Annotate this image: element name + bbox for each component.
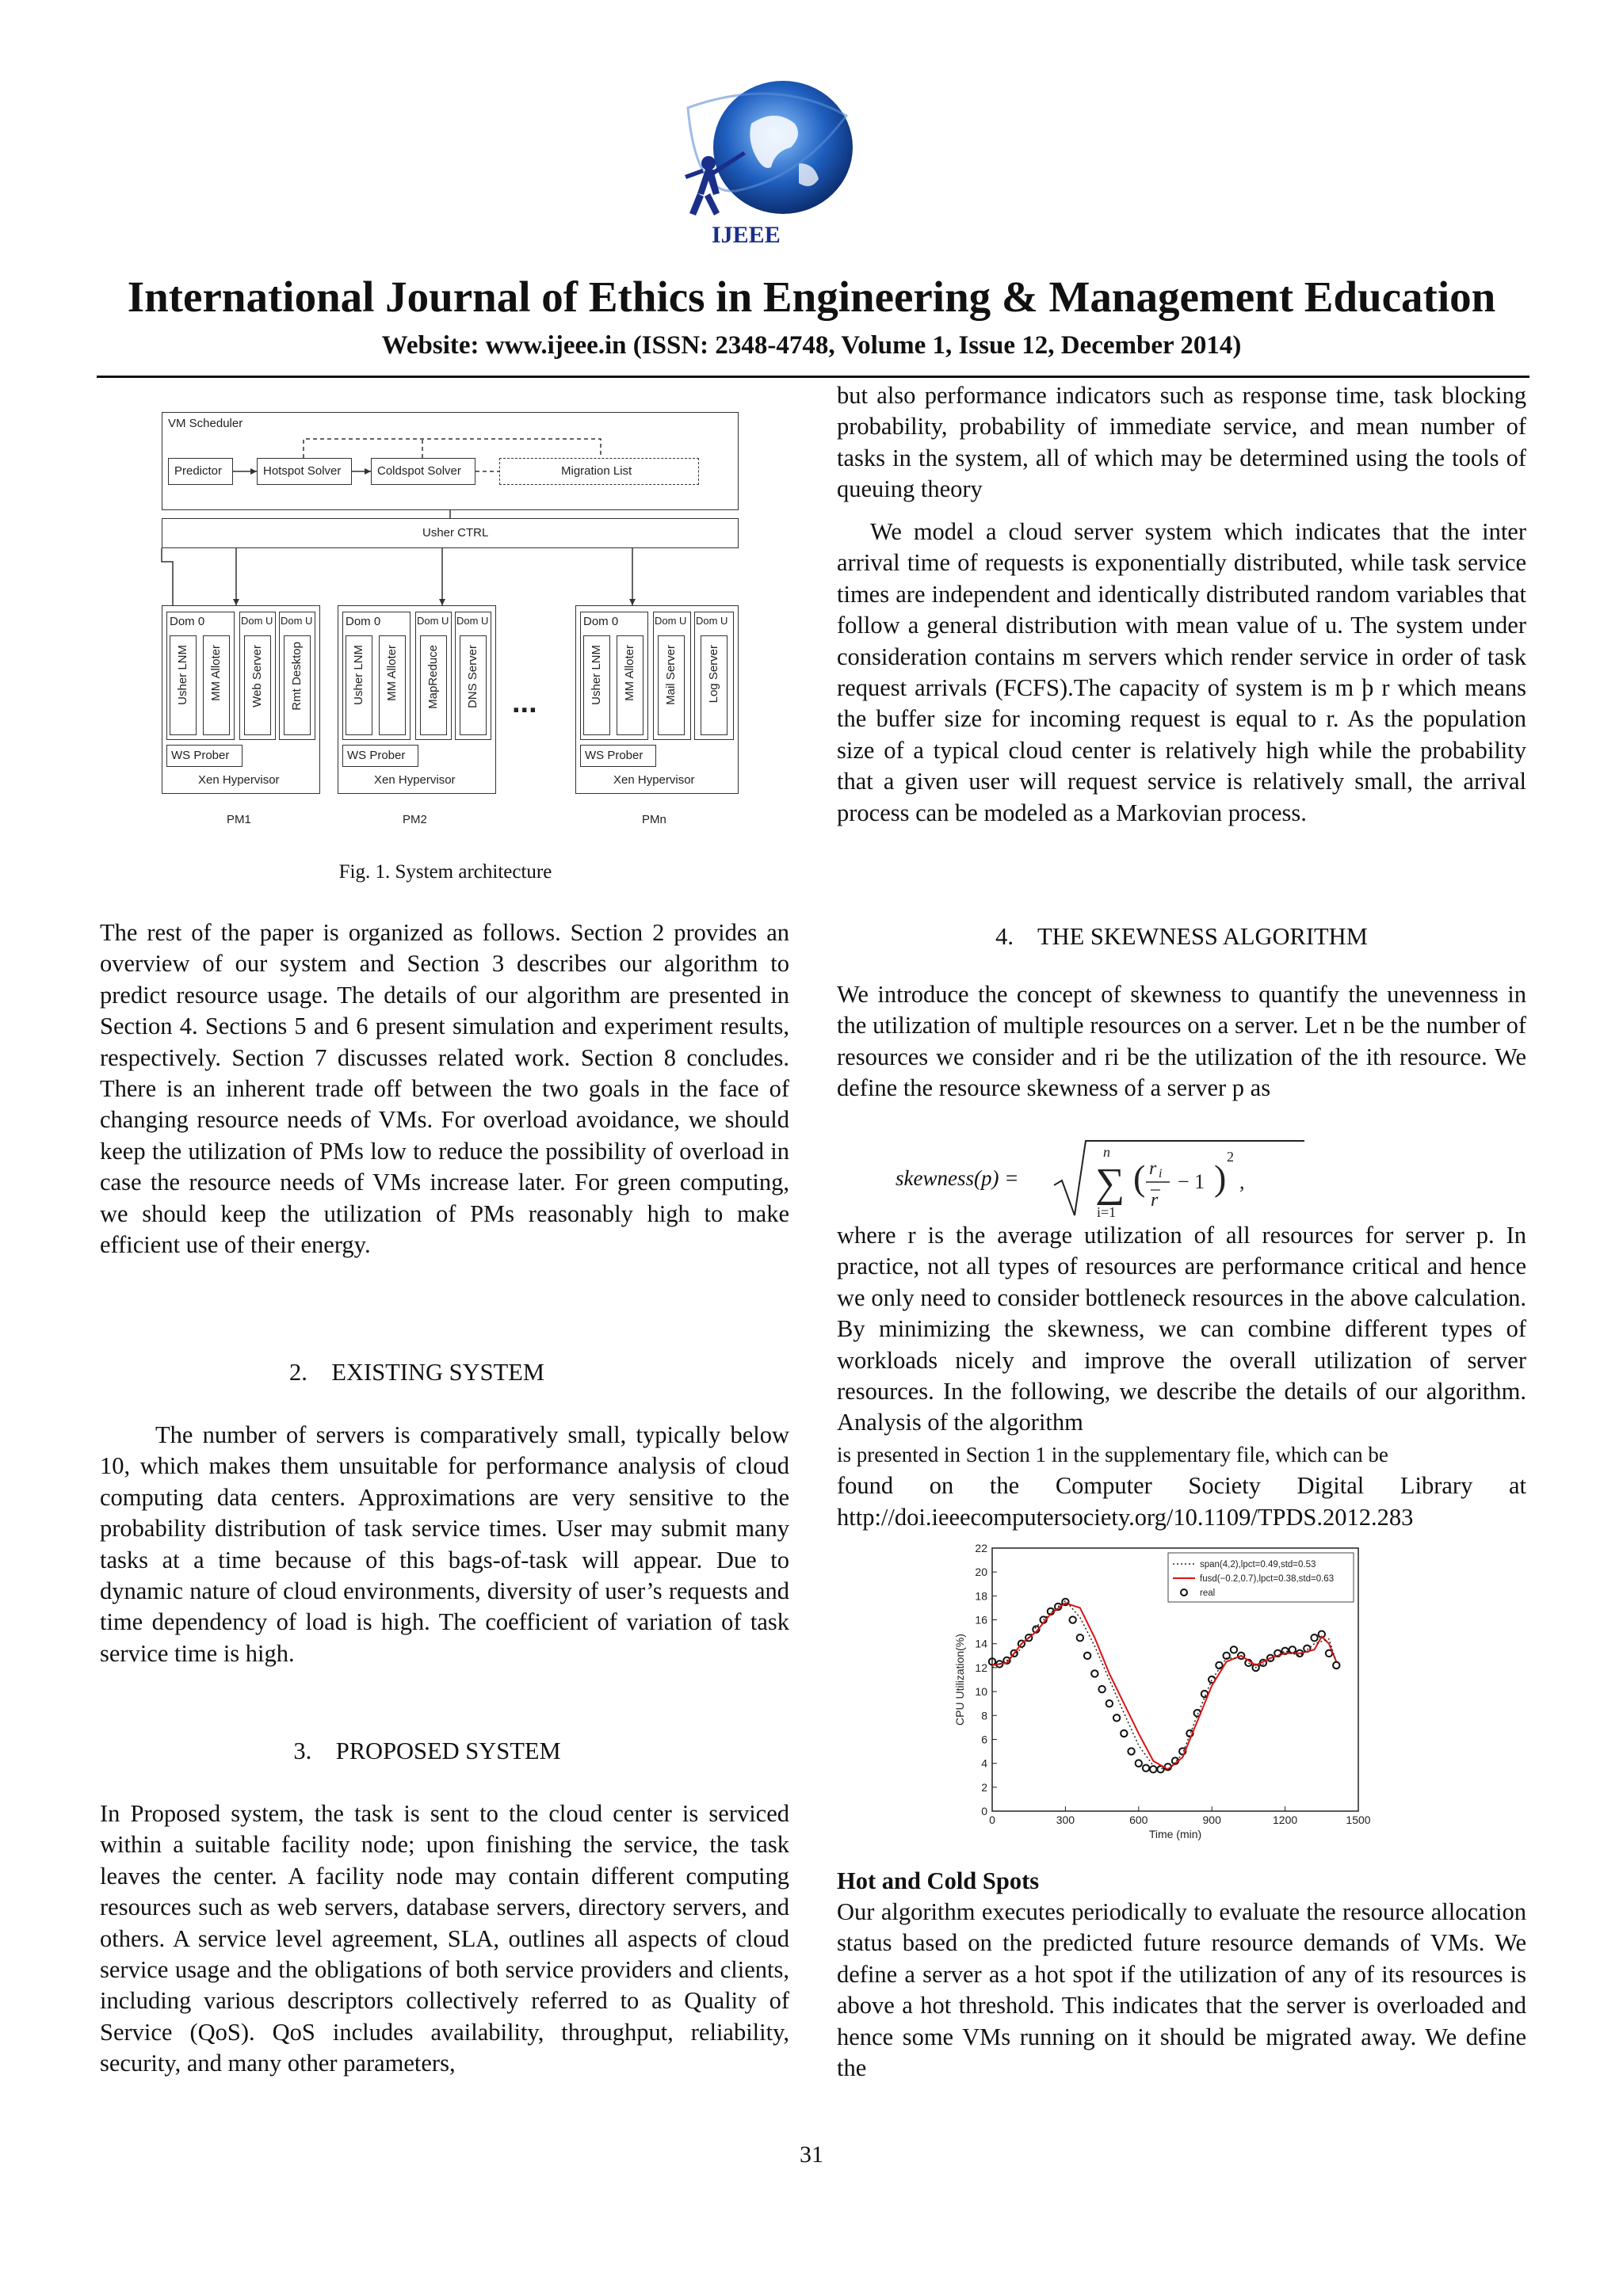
coldspot-solver-label: Coldspot Solver (377, 464, 461, 478)
y-tick-label: 8 (981, 1709, 987, 1722)
pm2-label: PM2 (403, 813, 427, 826)
pm2-domu-2-label: Dom U (456, 615, 489, 627)
y-tick-label: 18 (975, 1589, 987, 1603)
legend-label: real (1200, 1589, 1216, 1598)
pmn-mm-alloter-label: MM Alloter (623, 645, 636, 701)
pm2-mapreduce-label: MapReduce (426, 645, 440, 709)
section-3-paragraph: In Proposed system, the task is sent to the cloud center is serviced within a suitable facility node; upon finishing the service, the task leaves the center. A facility node may contain different computing resources such as web servers, database servers, directory servers, and others. A service level agreement, SLA, outlines all aspects of cloud service usage and the obligations of both service providers and clients, including various descriptors collectively referred to as Quality of Service (QoS). QoS includes availability, throughput, reliability, security, and many other parameters, (100, 1800, 789, 2077)
continued-paragraph: but also performance indicators such as response time, task blocking probability, probability of immediate service, and mean number of tasks in the system, all of which may be determined using the tools of queuing theory (837, 382, 1526, 503)
svg-text:r: r (1151, 1190, 1159, 1211)
hot-cold-heading: Hot and Cold Spots (837, 1867, 1040, 1894)
hotspot-solver-label: Hotspot Solver (263, 464, 342, 478)
skewness-formula (896, 1136, 1308, 1223)
section-4-paragraph: We introduce the concept of skewness to quantify the unevenness in the utilization of multiple resources on a server. Let n be the number of resources we consider and ri be the utilization of the ith resource. We define the resource skewness of a server p as (837, 981, 1526, 1102)
x-tick-label: 300 (1056, 1814, 1075, 1826)
pmn-ws-prober-label: WS Prober (585, 749, 643, 762)
svg-text:(: ( (1133, 1158, 1146, 1198)
pmn-mail-server-label: Mail Server (664, 645, 678, 705)
svg-text:n: n (1103, 1144, 1110, 1160)
pm1-domu-2-label: Dom U (281, 615, 313, 627)
section-2-paragraph: The number of servers is comparatively small, typically below 10, which makes them unsuitable for performance analysis of cloud computing data centers. Approximations are very sensitive to the probability distribution of task service times. User may submit many tasks at a time because of this bags-of-task will appear. Due to dynamic nature of cloud environments, diversity of user’s requests and time dependency of load is high. The coefficient of variation of task service time is high. (100, 1421, 789, 1667)
svg-text:r: r (1149, 1158, 1157, 1179)
pm1-domu-1-label: Dom U (241, 615, 273, 627)
hot-cold-paragraph: Our algorithm executes periodically to evaluate the resource allocation status based on the predicted future resource demands of VMs. We define a server as a hot spot if the utilization of any of its resources is above a hot threshold. This indicates that the server is overloaded and hence some VMs running on it should be migrated away. We define the (837, 1898, 1526, 2082)
pm-ellipsis: ... (512, 686, 537, 719)
section-4-heading: 4. THE SKEWNESS ALGORITHM (995, 923, 1368, 950)
vm-scheduler-label: VM Scheduler (168, 417, 243, 430)
journal-meta: Website: www.ijeee.in (ISSN: 2348-4748, Volume 1, Issue 12, December 2014) (381, 331, 1242, 360)
chart-svg (940, 1542, 1384, 1860)
pm2-domu-1-label: Dom U (417, 615, 449, 627)
logo-text: IJEEE (712, 222, 781, 248)
pm2-mm-alloter-label: MM Alloter (385, 645, 399, 701)
migration-list-label: Migration List (561, 464, 632, 478)
svg-text:∑: ∑ (1095, 1161, 1125, 1206)
figure-1-caption: Fig. 1. System architecture (338, 861, 552, 883)
y-axis-label: CPU Utilization(%) (953, 1634, 966, 1726)
pmn-domu-1-label: Dom U (655, 615, 687, 627)
intro-paragraph: The rest of the paper is organized as follows. Section 2 provides an overview of our system and Section 3 describes our algorithm to predict resource usage. The details of our algorithm are presented in Section 4. Sections 5 and 6 present simulation and experiment results, respectively. Section 7 discusses related work. Section 8 concludes. There is an inherent trade off between the two goals in the face of changing resource needs of VMs. For overload avoidance, we should keep the utilization of PMs low to reduce the possibility of overload in case the resource needs of VMs increase later. For green computing, we should keep the utilization of PMs reasonably high to make efficient use of their energy. (100, 919, 789, 1259)
y-tick-label: 16 (975, 1613, 987, 1627)
pm2-dom0-label: Dom 0 (346, 615, 381, 628)
section-2-heading: 2. EXISTING SYSTEM (289, 1359, 544, 1386)
pmn-hypervisor-label: Xen Hypervisor (613, 773, 695, 787)
found-line: found on the Computer Society Digital Library at (837, 1472, 1526, 1499)
cpu-utilization-chart (940, 1542, 1384, 1860)
legend-label: fusd(−0.2,0.7),lpct=0.38,std=0.63 (1200, 1574, 1335, 1584)
pmn-label: PMn (642, 813, 666, 826)
section-3-heading: 3. PROPOSED SYSTEM (293, 1737, 561, 1764)
x-axis-label: Time (min) (1148, 1828, 1202, 1840)
supplementary-line: is presented in Section 1 in the supplementary file, which can be (837, 1443, 1388, 1466)
usher-ctrl-label: Usher CTRL (422, 526, 489, 540)
pm2-hypervisor-label: Xen Hypervisor (374, 773, 456, 787)
pm1-usher-lnm-label: Usher LNM (176, 645, 189, 705)
svg-text:2: 2 (1227, 1149, 1234, 1165)
pm2-dns-server-label: DNS Server (466, 645, 479, 709)
after-formula-paragraph: where r is the average utilization of all resources for server p. In practice, not all types of resources are performance critical and hence we only need to consider bottleneck resources in the above calculation. By minimizing the skewness, we can combine different types of workloads nicely and improve the overall utilization of server resources. In the following, we describe the details of our algorithm. Analysis of the algorithm (837, 1222, 1526, 1436)
y-tick-label: 12 (975, 1661, 987, 1674)
y-tick-label: 4 (981, 1756, 987, 1770)
journal-logo (664, 76, 870, 250)
pm2-ws-prober-label: WS Prober (347, 749, 406, 762)
page-number: 31 (800, 2142, 823, 2168)
svg-text:− 1: − 1 (1178, 1170, 1205, 1193)
pm2-usher-lnm-label: Usher LNM (352, 645, 365, 705)
y-tick-label: 22 (975, 1542, 987, 1554)
x-tick-label: 600 (1129, 1814, 1148, 1826)
model-paragraph: We model a cloud server system which indicates that the inter arrival time of requests is exponentially distributed, while task service times are independent and identically distributed random variables that follow a general distribution with mean value of u. The system under consideration contains m servers which render service in order of task request arrivals (FCFS).The capacity of system is m þ r which means the buffer size for incoming request is equal to r. As the population size of a typical cloud center is relatively high while the probability that a given user will request service is relatively small, the arrival process can be modeled as a Markovian process. (837, 518, 1526, 826)
pm1-rmt-desktop-label: Rmt Desktop (290, 642, 304, 711)
pm1-mm-alloter-label: MM Alloter (209, 645, 223, 701)
y-tick-label: 6 (981, 1733, 987, 1746)
svg-text:): ) (1214, 1158, 1227, 1198)
figure-1-architecture-diagram (157, 407, 743, 835)
x-tick-label: 1200 (1273, 1814, 1298, 1826)
x-tick-label: 0 (989, 1814, 995, 1826)
y-tick-label: 2 (981, 1780, 987, 1794)
pm1-web-server-label: Web Server (250, 645, 264, 707)
formula-lhs: skewness(p) = (896, 1166, 1019, 1190)
pmn-dom0-label: Dom 0 (583, 615, 619, 628)
pmn-log-server-label: Log Server (707, 645, 720, 704)
journal-title: International Journal of Ethics in Engineering & Management Education (127, 273, 1496, 321)
svg-text:,: , (1239, 1170, 1245, 1193)
pmn-domu-2-label: Dom U (696, 615, 728, 627)
pmn-usher-lnm-label: Usher LNM (590, 645, 603, 705)
pm1-label: PM1 (227, 813, 251, 826)
pm1-ws-prober-label: WS Prober (171, 749, 230, 762)
pm1-dom0-label: Dom 0 (170, 615, 205, 628)
x-tick-label: 1500 (1346, 1814, 1371, 1826)
formula-radical (1051, 1136, 1312, 1223)
svg-text:i=1: i=1 (1097, 1204, 1117, 1220)
predictor-label: Predictor (174, 464, 223, 478)
y-tick-label: 20 (975, 1566, 987, 1579)
x-tick-label: 900 (1202, 1814, 1221, 1826)
svg-text:i: i (1159, 1167, 1163, 1180)
y-tick-label: 0 (981, 1805, 987, 1817)
pm1-hypervisor-label: Xen Hypervisor (198, 773, 280, 787)
doi-line: http://doi.ieeecomputersociety.org/10.1109/TPDS.2012.283 (837, 1504, 1414, 1531)
y-tick-label: 14 (975, 1637, 987, 1650)
header-rule (97, 376, 1529, 378)
y-tick-label: 10 (975, 1685, 987, 1699)
legend-label: span(4,2),lpct=0.49,std=0.53 (1200, 1560, 1316, 1569)
